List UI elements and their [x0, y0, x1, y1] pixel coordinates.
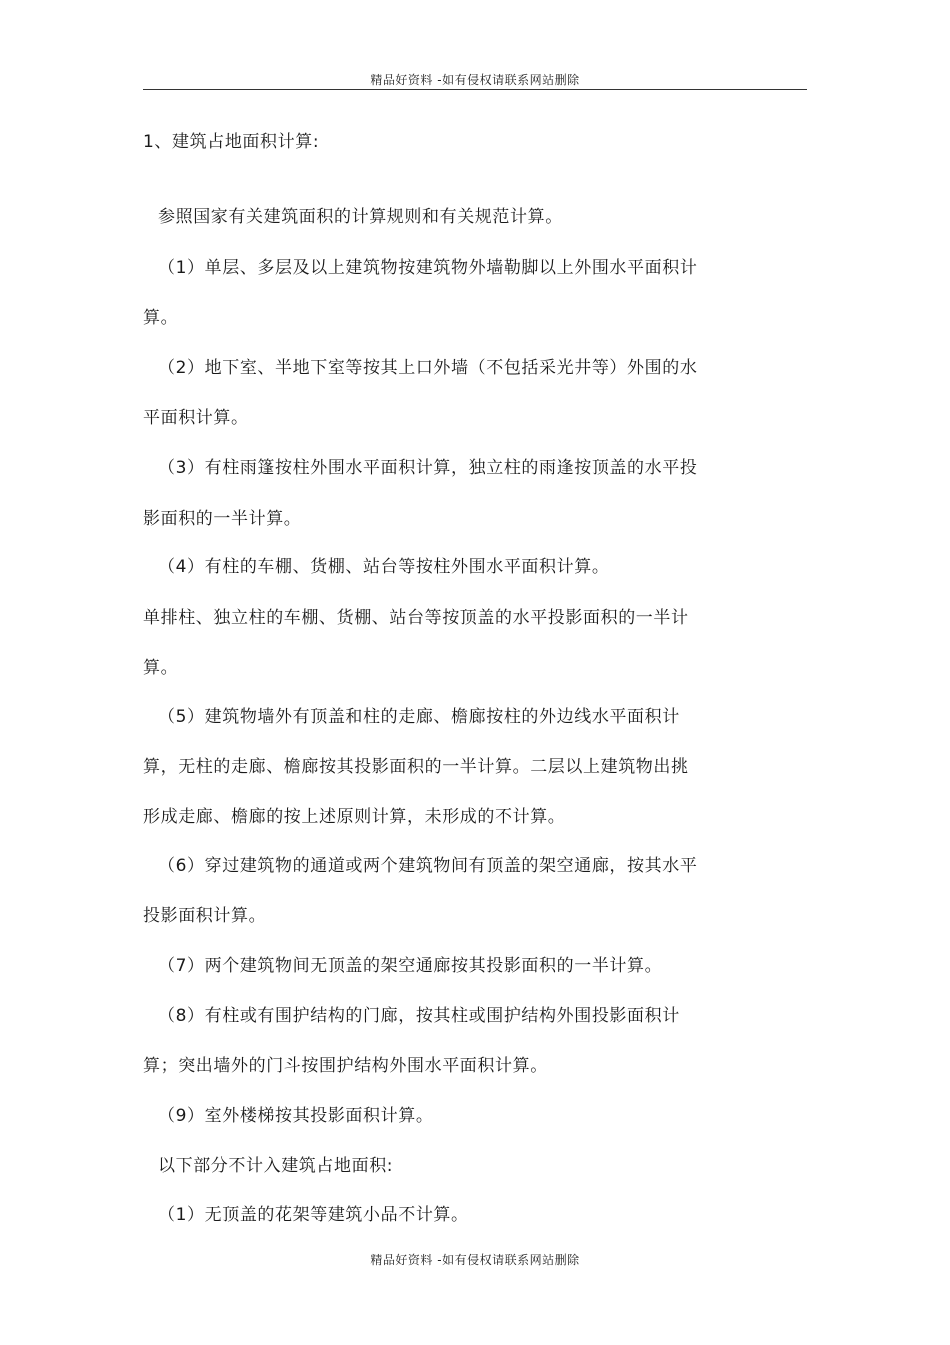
- paragraph-line: 影面积的一半计算。: [143, 509, 302, 529]
- paragraph-line: 算。: [143, 658, 179, 678]
- paragraph-line: （4）有柱的车棚、货棚、站台等按柱外围水平面积计算。: [158, 557, 610, 577]
- header-divider: [143, 89, 807, 90]
- paragraph-line: 平面积计算。: [143, 408, 249, 428]
- section-heading: 1、建筑占地面积计算:: [143, 132, 320, 152]
- paragraph-line: （1）单层、多层及以上建筑物按建筑物外墙勒脚以上外围水平面积计: [158, 258, 698, 278]
- paragraph-line: 以下部分不计入建筑占地面积:: [158, 1156, 394, 1176]
- paragraph-line: （3）有柱雨篷按柱外围水平面积计算，独立柱的雨逢按顶盖的水平投: [158, 458, 698, 478]
- paragraph-line: 投影面积计算。: [143, 906, 267, 926]
- paragraph-line: 单排柱、独立柱的车棚、货棚、站台等按顶盖的水平投影面积的一半计: [143, 608, 689, 628]
- page-header: 精品好资料 -如有侵权请联系网站删除: [370, 73, 580, 87]
- paragraph-line: （5）建筑物墙外有顶盖和柱的走廊、檐廊按柱的外边线水平面积计: [158, 707, 680, 727]
- paragraph-line: 算，无柱的走廊、檐廊按其投影面积的一半计算。二层以上建筑物出挑: [143, 757, 689, 777]
- paragraph-line: （7）两个建筑物间无顶盖的架空通廊按其投影面积的一半计算。: [158, 956, 663, 976]
- paragraph-line: （8）有柱或有围护结构的门廊，按其柱或围护结构外围投影面积计: [158, 1006, 680, 1026]
- paragraph-line: 形成走廊、檐廊的按上述原则计算，未形成的不计算。: [143, 807, 566, 827]
- paragraph-line: 算；突出墙外的门斗按围护结构外围水平面积计算。: [143, 1056, 548, 1076]
- paragraph-line: 算。: [143, 308, 179, 328]
- page-footer: 精品好资料 -如有侵权请联系网站删除: [370, 1253, 580, 1267]
- paragraph-line: （9）室外楼梯按其投影面积计算。: [158, 1106, 434, 1126]
- paragraph-line: （2）地下室、半地下室等按其上口外墙（不包括采光井等）外围的水: [158, 358, 698, 378]
- paragraph-line: （6）穿过建筑物的通道或两个建筑物间有顶盖的架空通廊，按其水平: [158, 856, 698, 876]
- paragraph-line: 参照国家有关建筑面积的计算规则和有关规范计算。: [158, 207, 563, 227]
- paragraph-line: （1）无顶盖的花架等建筑小品不计算。: [158, 1205, 469, 1225]
